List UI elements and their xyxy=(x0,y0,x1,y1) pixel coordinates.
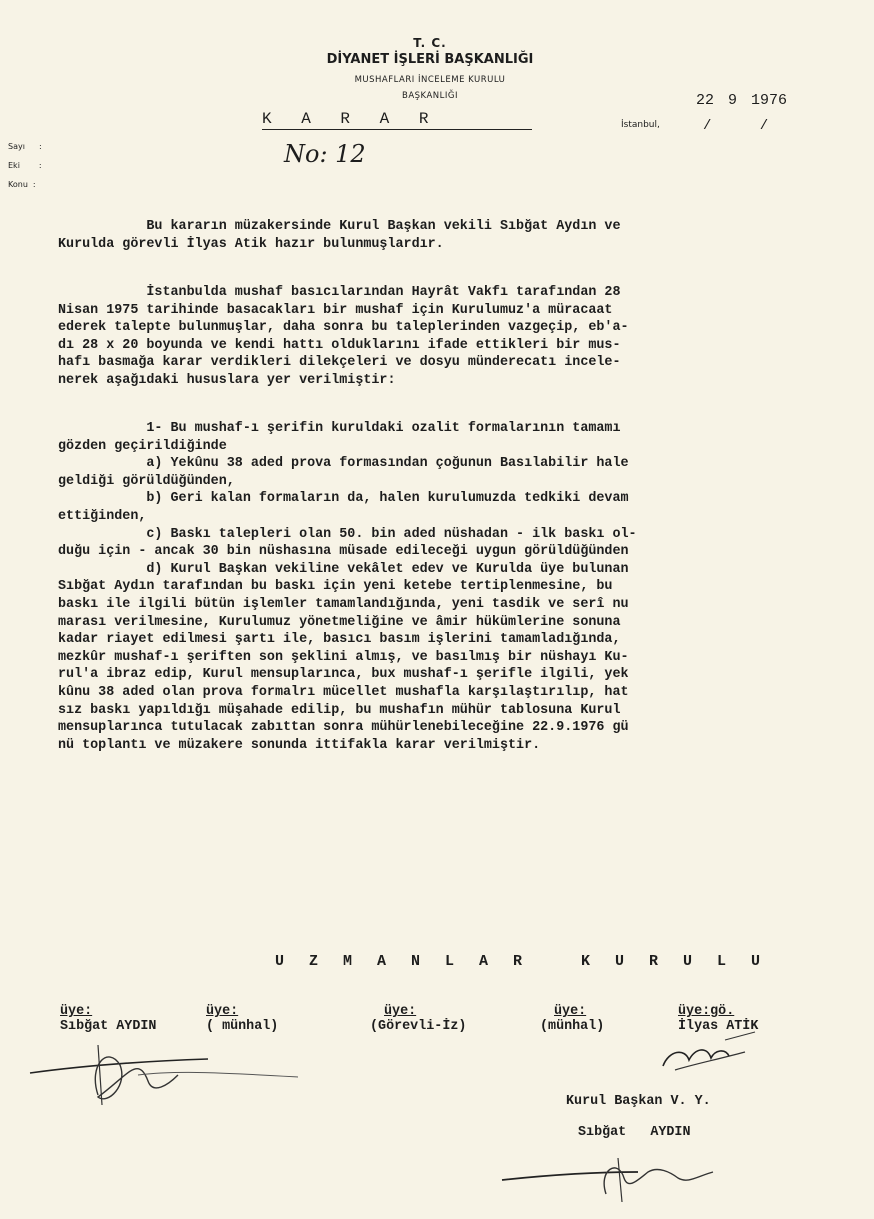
paragraph-attendance: Bu kararın müzakersinde Kurul Başkan vekili Sıbğat Aydın ve Kurulda görevli İlyas Atik hazır bulunmuşlardır. xyxy=(58,219,621,252)
paragraph-application: İstanbulda mushaf basıcılarından Hayrât Vakfı tarafından 28 Nisan 1975 tarihinde basacakları bir mushaf için Kurulumuz'a müracaat ederek talepte bulunmuşlar, daha sonra bu taleplerinden vazgeçip, eb'a- dı 28 x 20 boyunda ve kendi hattı olduklarını ifade ettikleri bir mus- hafı basmağa karar verdikleri dilekçeleri ve dosyu münderecatı incele- nerek aşağıdaki hususlara yer verilmiştir: xyxy=(58,285,629,388)
chair-title: Kurul Başkan V. Y. xyxy=(566,1094,711,1109)
committee-title: U Z M A N L A R K U R U L U xyxy=(275,953,769,970)
member-name: ( münhal) xyxy=(206,1019,279,1034)
date-place: İstanbul, xyxy=(621,120,660,130)
header-tc: T. C. xyxy=(413,36,447,50)
member-4 xyxy=(540,1004,616,1034)
label-eki: Eki : xyxy=(8,161,42,170)
member-3 xyxy=(370,1004,466,1034)
member-name: İlyas ATİK xyxy=(678,1019,759,1034)
document-title: K A R A R xyxy=(262,110,532,130)
paragraph-decision: 1- Bu mushaf-ı şerifin kuruldaki ozalit formalarının tamamı gözden geçirildiğinde a) Yekûnu 38 aded prova formasından çoğunun Basılabilir hale geldiği görüldüğünden, b) Geri kalan formaların da, halen kurulumuzda tedkiki devam ettiğinden, c) Baskı talepleri olan 50. bin aded nüshadan - ilk baskı ol- duğu için - ancak 30 bin nüshasına müsade edileceği uygun görüldüğünden d) Kurul Başkan vekiline vekâlet edev ve Kurulda üye bulunan Sıbğat Aydın tarafından bu baskı için yeni ketebe tertiplenmesine, bu baskı ile ilgili bütün işlemler tamamlandığında, yeni tasdik ve serî nu marası verilmesine, Kurulumuz yönetmeliğine ve âmir hükümlerine sonuna kadar riayet edilmesi şartı ile, basıcı basım işlerini tamamladığında, mezkûr mushaf-ı şeriften son şeklini almış, ve basılmış bir nüshayı Ku- rul'a ibraz edip, Kurul mensuplarınca, bux mushaf-ı şerifle ilgili, yek kûnu 38 aded olan prova formalrı mücellet mushafla karşılaştırılıp, hat sız baskı yapıldığı müşahade edilip, bu mushafın mühür tablosuna Kurul mensuplarınca tutulacak zabıttan sonra mühürlenebileceğine 22.9.1976 gü nü toplantı ve müzakere sonunda ittifakla karar verilmiştir. xyxy=(58,421,637,753)
member-role: üye: xyxy=(60,1004,93,1019)
member-name: Sıbğat AYDIN xyxy=(60,1019,157,1034)
signature-sibgat-aydin xyxy=(28,1035,318,1125)
member-role: üye:gö. xyxy=(678,1004,735,1019)
date-year: 1976 xyxy=(751,92,788,109)
label-sayi: Sayı : xyxy=(8,142,42,151)
label-konu: Konu : xyxy=(8,180,36,189)
header-organization: DİYANET İŞLERİ BAŞKANLIĞI xyxy=(326,52,534,67)
signature-ilyas-atik xyxy=(655,1030,775,1080)
member-2 xyxy=(206,1004,278,1034)
date-month: 9 xyxy=(728,92,738,109)
header-board: MUSHAFLARI İNCELEME KURULU xyxy=(354,75,506,85)
member-name: (Görevli-İz) xyxy=(370,1019,467,1034)
decision-number: No: 12 xyxy=(284,140,366,168)
chair-name: Sıbğat AYDIN xyxy=(578,1125,691,1140)
header-presidency: BAŞKANLIĞI xyxy=(402,91,458,101)
member-role: üye: xyxy=(206,1004,239,1019)
signature-chair xyxy=(498,1150,738,1210)
date-block xyxy=(696,92,801,109)
member-role: üye: xyxy=(554,1004,587,1019)
member-1 xyxy=(60,1004,156,1034)
member-name: (münhal) xyxy=(540,1019,605,1034)
member-role: üye: xyxy=(384,1004,417,1019)
date-day: 22 xyxy=(696,92,715,109)
date-slashes: / / xyxy=(703,118,789,134)
